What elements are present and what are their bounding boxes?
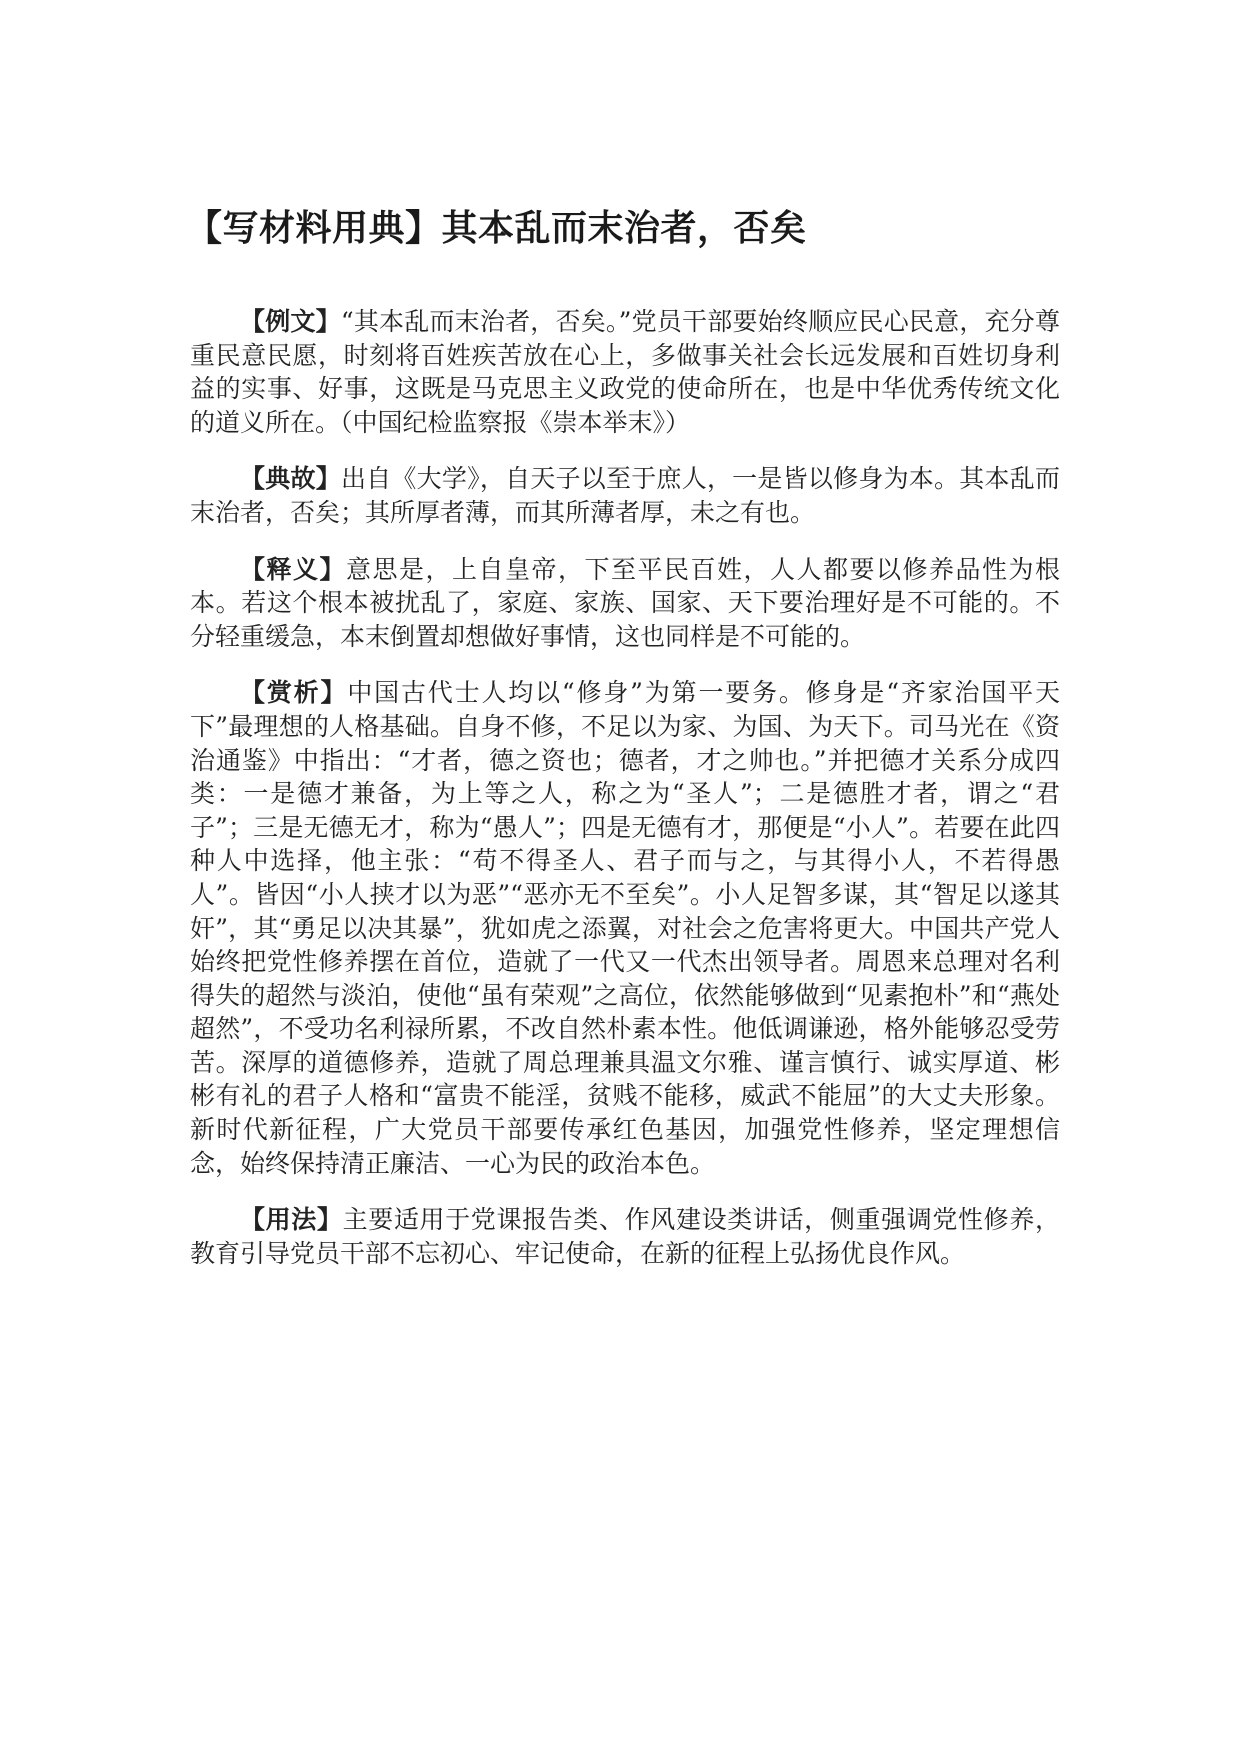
document-page xyxy=(186,205,1060,1293)
section-text: 出自《大学》，自天子以至于庶人，一是皆以修身为本。其本乱而末治者，否矣；其所厚者薄，而其所薄者厚，未之有也。 xyxy=(190,464,1060,527)
document-title: 【写材料用典】其本乱而末治者，否矣 xyxy=(186,208,807,249)
section-text: “其本乱而末治者，否矣。”党员干部要始终顺应民心民意，充分尊重民意民愿，时刻将百姓疾苦放在心上，多做事关社会长远发展和百姓切身利益的实事、好事，这既是马克思主义政党的使命所在，也是中华优秀传统文化的道义所在。（中国纪检监察报《崇本举末》） xyxy=(190,307,1060,437)
section-allusion xyxy=(190,462,1060,529)
section-text: 意思是，上自皇帝，下至平民百姓，人人都要以修养品性为根本。若这个根本被扰乱了，家庭、家族、国家、天下要治理好是不可能的。不分轻重缓急，本末倒置却想做好事情，这也同样是不可能的。 xyxy=(190,554,1060,651)
section-text: 主要适用于党课报告类、作风建设类讲话，侧重强调党性修养，教育引导党员干部不忘初心、牢记使命，在新的征程上弘扬优良作风。 xyxy=(190,1205,1060,1268)
section-label: 【例文】 xyxy=(240,307,341,336)
section-label: 【释义】 xyxy=(240,554,346,584)
section-interpretation xyxy=(190,553,1060,654)
section-example xyxy=(190,305,1060,439)
section-label: 【典故】 xyxy=(240,464,341,494)
section-text: 中国古代士人均以“修身”为第一要务。修身是“齐家治国平天下”最理想的人格基础。自身不修，不足以为家、为国、为天下。司马光在《资治通鉴》中指出：“才者，德之资也；德者，才之帅也。”并把德才关系分成四类：一是德才兼备，为上等之人，称之为“圣人”；二是德胜才者，谓之“君子”；三是无德无才，称为“愚人”；四是无德有才，那便是“小人”。若要在此四种人中选择，他主张：“苟不得圣人、君子而与之，与其得小人，不若得愚人”。皆因“小人挟才以为恶”“恶亦无不至矣”。小人足智多谋，其“智足以遂其奸”，其“勇足以决其暴”，犹如虎之添翼，对社会之危害将更大。中国共产党人始终把党性修养摆在首位，造就了一代又一代杰出领导者。周恩来总理对名利得失的超然与淡泊，使他“虽有荣观”之高位，依然能够做到“见素抱朴”和“燕处超然”，不受功名利禄所累，不改自然朴素本性。他低调谦逊，格外能够忍受劳苦。深厚的道德修养，造就了周总理兼具温文尔雅、谨言慎行、诚实厚道、彬彬有礼的君子人格和“富贵不能淫，贫贱不能移，威武不能屈”的大丈夫形象。新时代新征程，广大党员干部要传承红色基因，加强党性修养，坚定理想信念，始终保持清正廉洁、一心为民的政治本色。 xyxy=(190,678,1060,1178)
section-label: 【用法】 xyxy=(240,1205,343,1235)
section-label: 【赏析】 xyxy=(240,678,348,708)
section-appreciation xyxy=(190,676,1060,1180)
section-usage xyxy=(190,1203,1060,1270)
